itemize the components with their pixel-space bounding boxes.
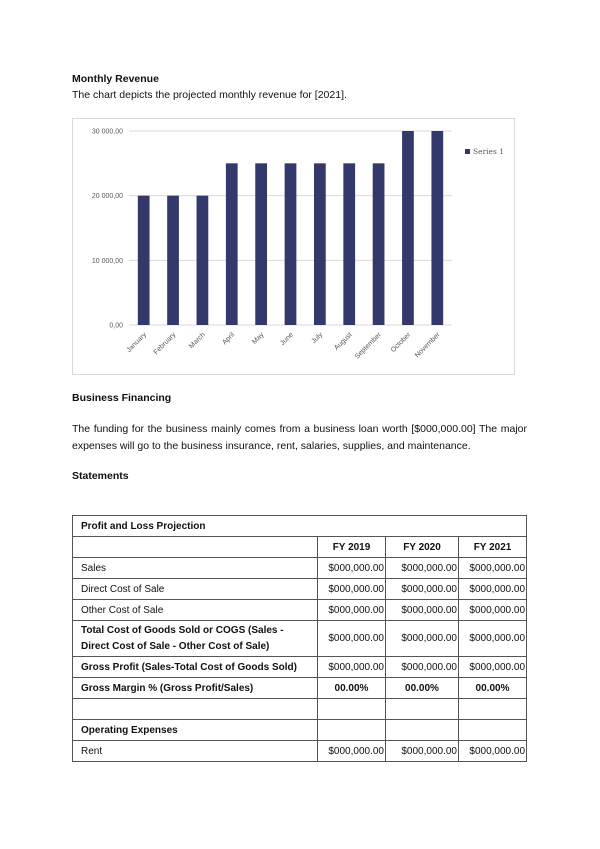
blank-cell [73, 699, 318, 720]
cell-value: 00.00% [386, 678, 459, 699]
row-label: Operating Expenses [73, 720, 318, 741]
business-financing-heading: Business Financing [72, 392, 172, 404]
cell-value: $000,000.00 [459, 741, 527, 762]
x-tick-label: February [152, 331, 178, 357]
legend-swatch [465, 149, 470, 154]
header-blank-cell [73, 537, 318, 558]
x-tick-label: January [125, 331, 149, 355]
blank-cell [386, 699, 459, 720]
monthly-revenue-chart [72, 118, 515, 375]
bar [255, 163, 267, 325]
table-row-direct-cost [73, 579, 527, 600]
cell-value: $000,000.00 [386, 600, 459, 621]
x-tick-label: May [251, 331, 266, 346]
table-row-sales [73, 558, 527, 579]
row-label: Gross Margin % (Gross Profit/Sales) [73, 678, 318, 699]
cell-value: $000,000.00 [386, 621, 459, 657]
table-title-row [73, 516, 527, 537]
profit-loss-table [72, 515, 527, 762]
cell-value: $000,000.00 [318, 621, 386, 657]
bar [197, 196, 209, 325]
row-label: Other Cost of Sale [73, 600, 318, 621]
bar [373, 163, 385, 325]
legend-label: Series 1 [473, 147, 505, 156]
header-fy2021: FY 2021 [459, 537, 527, 558]
header-fy2019: FY 2019 [318, 537, 386, 558]
blank-cell [459, 720, 527, 741]
x-tick-label: April [221, 331, 237, 347]
bar [226, 163, 238, 325]
bar [138, 196, 150, 325]
cell-value: $000,000.00 [386, 657, 459, 678]
y-tick-label: 20 000,00 [91, 193, 123, 201]
x-tick-label: September [353, 331, 384, 361]
monthly-revenue-text: The chart depicts the projected monthly revenue for [2021]. [72, 89, 347, 101]
x-tick-label: June [279, 331, 295, 348]
row-label: Total Cost of Goods Sold or COGS (Sales - Direct Cost of Sale - Other Cost of Sale) [73, 621, 318, 657]
bar [402, 131, 414, 325]
header-fy2020: FY 2020 [386, 537, 459, 558]
cell-value: $000,000.00 [386, 741, 459, 762]
table-row-gross-profit [73, 657, 527, 678]
cell-value: $000,000.00 [318, 741, 386, 762]
cell-value: $000,000.00 [386, 579, 459, 600]
y-tick-label: 10 000,00 [91, 257, 123, 265]
bar [431, 131, 443, 325]
cell-value: $000,000.00 [459, 558, 527, 579]
cell-value: $000,000.00 [318, 579, 386, 600]
y-tick-label: 0,00 [109, 322, 123, 330]
row-label: Sales [73, 558, 318, 579]
blank-cell [459, 699, 527, 720]
y-tick-label: 30 000,00 [91, 128, 123, 136]
bar [285, 163, 297, 325]
cell-value: $000,000.00 [318, 600, 386, 621]
x-tick-label: October [389, 331, 413, 355]
cell-value: 00.00% [318, 678, 386, 699]
business-financing-text: The funding for the business mainly comes from a business loan worth [$000,000.00] The major expenses will go to the business insurance, rent, salaries, supplies, and maintenance. [72, 423, 527, 452]
cell-value: $000,000.00 [318, 558, 386, 579]
table-row-gross-margin [73, 678, 527, 699]
bar [314, 163, 326, 325]
table-row-rent [73, 741, 527, 762]
cell-value: $000,000.00 [459, 657, 527, 678]
blank-cell [386, 720, 459, 741]
cell-value: $000,000.00 [318, 657, 386, 678]
row-label: Direct Cost of Sale [73, 579, 318, 600]
bar [167, 196, 179, 325]
x-tick-label: July [310, 331, 325, 346]
table-header-row [73, 537, 527, 558]
cell-value: $000,000.00 [386, 558, 459, 579]
bar [343, 163, 355, 325]
cell-value: $000,000.00 [459, 621, 527, 657]
table-row-blank [73, 699, 527, 720]
row-label: Gross Profit (Sales-Total Cost of Goods Sold) [73, 657, 318, 678]
blank-cell [318, 720, 386, 741]
monthly-revenue-heading: Monthly Revenue [72, 73, 159, 85]
table-title: Profit and Loss Projection [73, 516, 527, 537]
cell-value: 00.00% [459, 678, 527, 699]
table-row-operating-expenses [73, 720, 527, 741]
table-row-other-cost [73, 600, 527, 621]
row-label: Rent [73, 741, 318, 762]
statements-heading: Statements [72, 470, 129, 482]
blank-cell [318, 699, 386, 720]
x-tick-label: March [188, 331, 207, 351]
x-tick-label: August [333, 331, 354, 352]
cell-value: $000,000.00 [459, 600, 527, 621]
x-tick-label: November [413, 331, 442, 360]
table-row-cogs [73, 621, 527, 657]
cell-value: $000,000.00 [459, 579, 527, 600]
chart-canvas [73, 119, 514, 374]
